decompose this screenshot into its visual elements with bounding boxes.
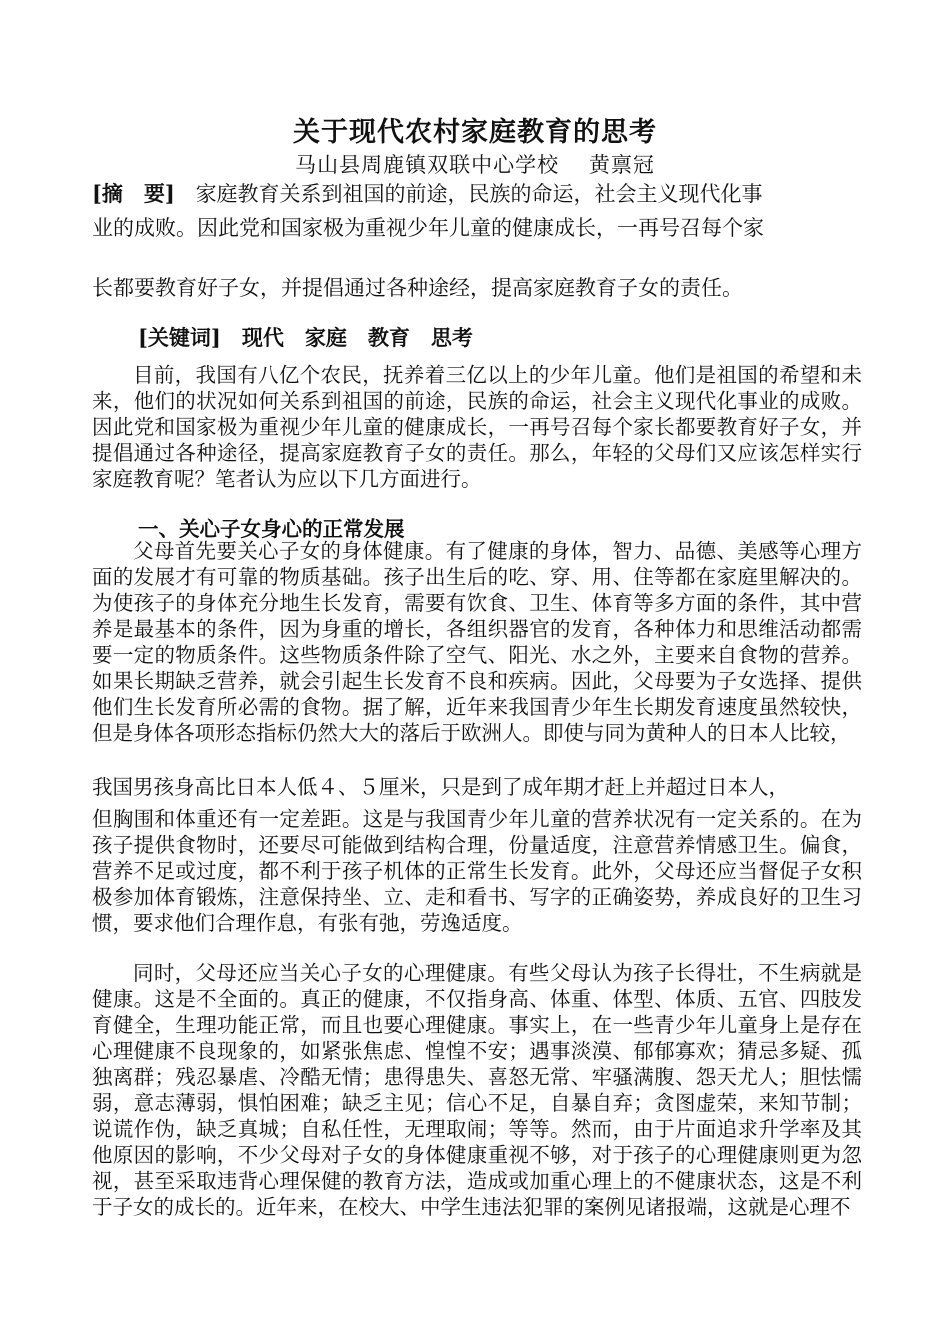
abstract-line-3: 长都要教育好子女，并提倡通过各种途经，提高家庭教育子女的责任。 [92, 276, 743, 300]
abstract-line-1 [92, 178, 868, 208]
author-line: 马山县周鹿镇双联中心学校 黄禀冠 [295, 153, 655, 177]
paragraph-1c: 但胸围和体重还有一定差距。这是与我国青少年儿童的营养状况有一定关系的。在为孩子提供食物时，还要尽可能做到结构合理，份量适度，注意营养情感卫生。偏食，营养不足或过度，都不利于孩子机体的正常生长发育。此外，父母还应当督促子女积极参加体育锻炼，注意保持坐、立、走和看书、写字的正确姿势，养成良好的卫生习惯，要求他们合理作息，有张有弛，劳逸适度。 [92, 807, 862, 935]
intro-paragraph: 目前，我国有八亿个农民，抚养着三亿以上的少年儿童。他们是祖国的希望和未来，他们的状况如何关系到祖国的前途，民族的命运，社会主义现代化事业的成败。因此党和国家极为重视少年儿童的健康成长，一再号召每个家长都要教育好子女，并提倡通过各种途径，提高家庭教育子女的责任。那么，年轻的父母们又应该怎样实行家庭教育呢？笔者认为应以下几方面进行。 [92, 363, 862, 491]
paragraph-1a: 父母首先要关心子女的身体健康。有了健康的身体，智力、品德、美感等心理方面的发展才有可靠的物质基础。孩子出生后的吃、穿、用、住等都在家庭里解决的。为使孩子的身体充分地生长发育，需要有饮食、卫生、体育等多方面的条件，其中营养是最基本的条件，因为身重的增长，各组织器官的发育，各种体力和思维活动都需要一定的物质条件。这些物质条件除了空气、阳光、水之外，主要来自食物的营养。如果长期缺乏营养，就会引起生长发育不良和疾病。因此，父母要为子女选择、提供他们生长发育所必需的食物。据了解，近年来我国青少年生长期发育速度虽然较快，但是身体各项形态指标仍然大大的落后于欧洲人。即使与同为黄种人的日本人比较， [92, 539, 862, 745]
section-heading-1: 一、关心子女身心的正常发展 [138, 517, 405, 541]
abstract-text-1: 家庭教育关系到祖国的前途，民族的命运，社会主义现代化事 [195, 182, 763, 206]
paragraph-1b: 我国男孩身高比日本人低４、５厘米，只是到了成年期才赶上并超过日本人， [92, 775, 789, 799]
abstract-line-2: 业的成败。因此党和国家极为重视少年儿童的健康成长，一再号召每个家 [92, 216, 764, 240]
paragraph-2: 同时，父母还应当关心子女的心理健康。有些父母认为孩子长得壮，不生病就是健康。这是不全面的。真正的健康，不仅指身高、体重、体型、体质、五官、四肢发育健全，生理功能正常，而且也要心理健康。事实上，在一些青少年儿童身上是存在心理健康不良现象的，如紧张焦虑、惶惶不安；遇事淡漠、郁郁寡欢；猜忌多疑、孤独离群；残忍暴虐、冷酷无情；患得患失、喜怒无常、牢骚满腹、怨天尤人；胆怯懦弱，意志薄弱，惧怕困难；缺乏主见；信心不足，自暴自弃；贪图虚荣，来知节制；说谎作伪，缺乏真城；自私任性，无理取闹；等等。然而，由于片面追求升学率及其他原因的影响，不少父母对子女的身体健康重视不够，对于孩子的心理健康则更为忽视，甚至采取违背心理保健的教育方法，造成或加重心理上的不健康状态，这是不利于子女的成长的。近年来，在校大、中学生违法犯罪的案例见诸报端，这就是心理不 [92, 961, 862, 1219]
abstract-label: [摘 要] [92, 181, 175, 206]
keywords-line: [关键词] 现代 家庭 教育 思考 [138, 325, 473, 350]
document-title: 关于现代农村家庭教育的思考 [293, 117, 657, 148]
